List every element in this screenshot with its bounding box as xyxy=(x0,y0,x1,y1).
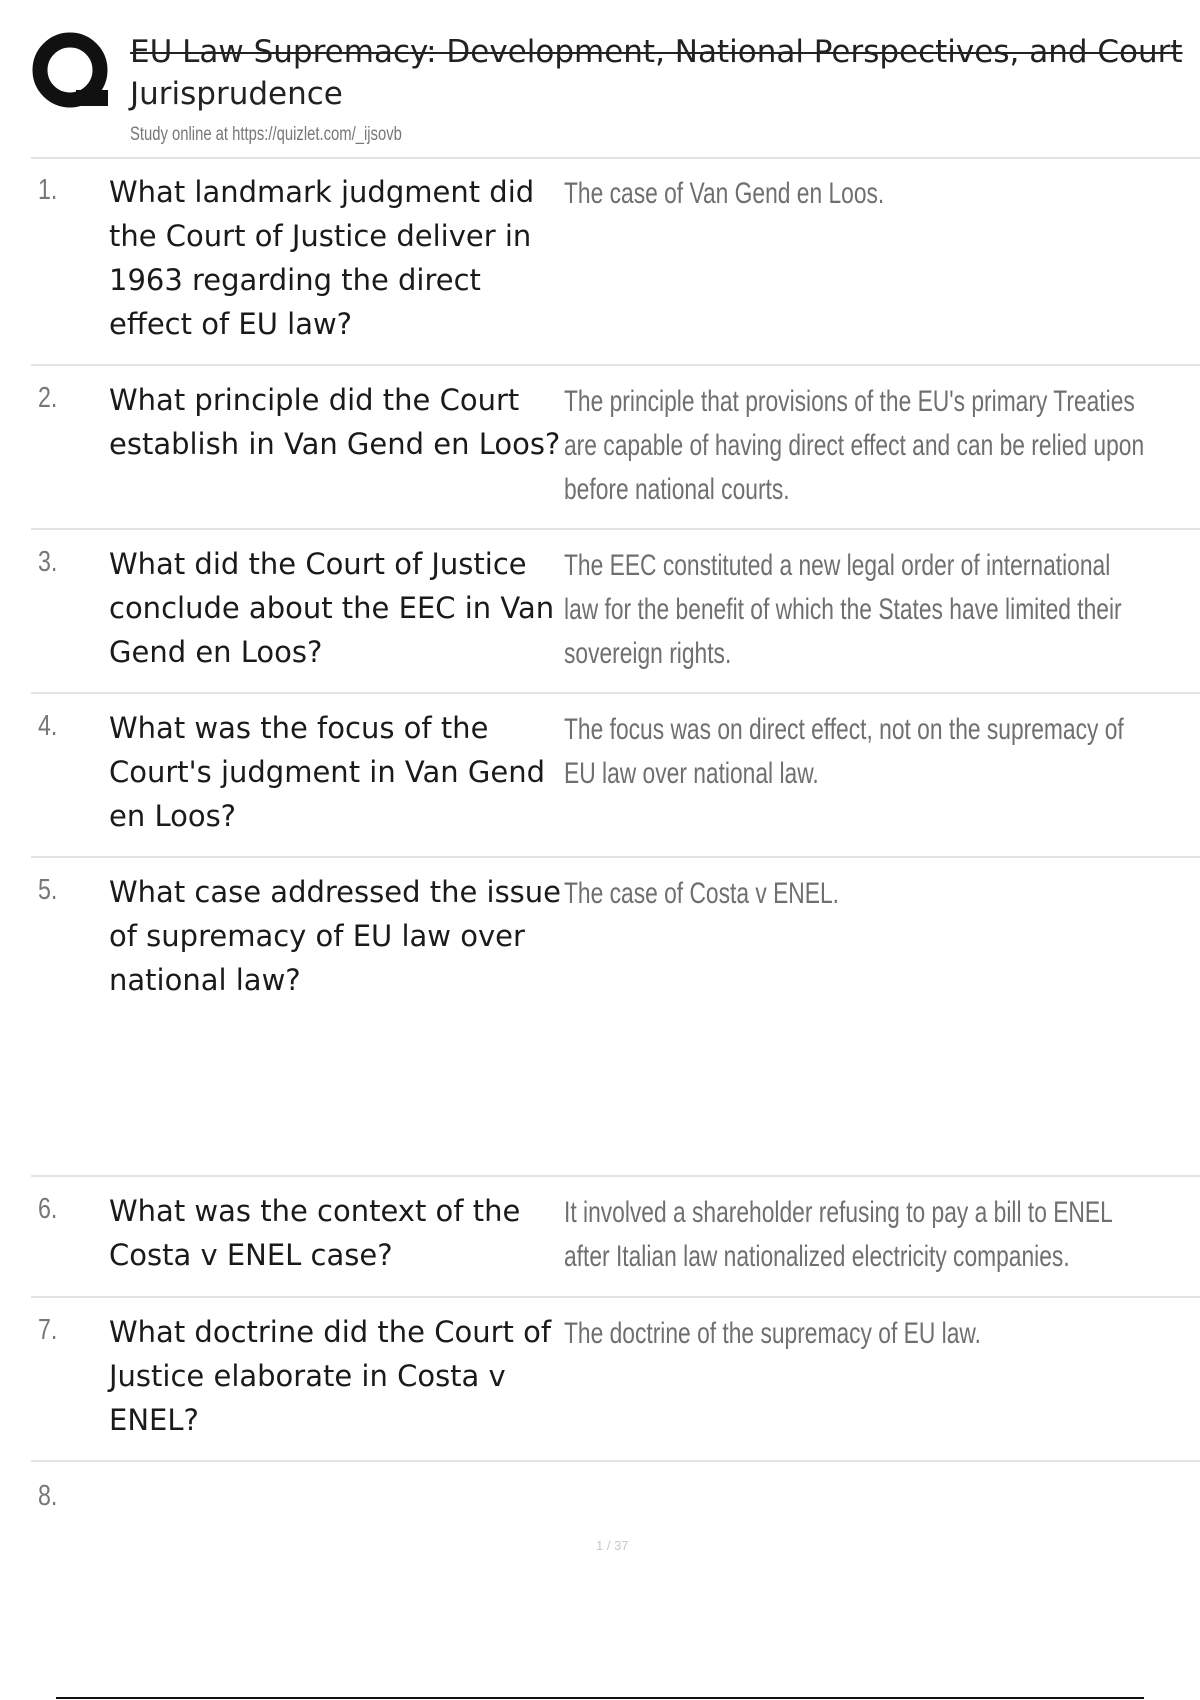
document-title xyxy=(130,31,1190,115)
footer-rule xyxy=(56,1697,1144,1699)
document-title-rest: Jurisprudence xyxy=(130,76,343,112)
card-answer: The case of Van Gend en Loos. xyxy=(564,177,885,210)
card-answer: The focus was on direct effect, not on the supremacy of EU law over national law. xyxy=(564,713,1124,790)
page-number: 1 / 37 xyxy=(596,1538,629,1553)
card-number: 2. xyxy=(38,382,58,414)
card-answer: The EEC constituted a new legal order of international law for the benefit of which the States have limited their sovereign rights. xyxy=(564,549,1122,670)
divider xyxy=(31,692,1200,694)
document-header xyxy=(0,0,1200,158)
card-question: What case addressed the issue of supremacy of EU law over national law? xyxy=(109,875,562,997)
card-number: 8. xyxy=(38,1480,58,1512)
card-number: 1. xyxy=(38,174,58,206)
divider xyxy=(31,528,1200,530)
document-title-struck: EU Law Supremacy: Development, National Perspectives, and Court xyxy=(130,34,1183,70)
card-answer: The case of Costa v ENEL. xyxy=(564,877,840,910)
card-answer: The doctrine of the supremacy of EU law. xyxy=(564,1317,981,1350)
divider xyxy=(31,1296,1200,1298)
card-answer: It involved a shareholder refusing to pay a bill to ENEL after Italian law nationalized electricity companies. xyxy=(564,1196,1112,1273)
card-question: What did the Court of Justice conclude about the EEC in Van Gend en Loos? xyxy=(109,547,555,669)
card-number: 5. xyxy=(38,874,58,906)
card-question: What landmark judgment did the Court of Justice deliver in 1963 regarding the direct effect of EU law? xyxy=(109,175,535,341)
divider xyxy=(31,364,1200,366)
card-question: What principle did the Court establish in Van Gend en Loos? xyxy=(109,383,561,461)
card-answer: The principle that provisions of the EU's primary Treaties are capable of having direct effect and can be relied upon before national courts. xyxy=(564,385,1145,506)
card-number: 6. xyxy=(38,1193,58,1225)
divider xyxy=(31,856,1200,858)
card-question: What was the focus of the Court's judgment in Van Gend en Loos? xyxy=(109,711,545,833)
quizlet-logo-icon xyxy=(30,30,114,114)
card-question: What was the context of the Costa v ENEL case? xyxy=(109,1194,521,1272)
card-number: 4. xyxy=(38,710,58,742)
card-number: 7. xyxy=(38,1314,58,1346)
divider xyxy=(31,157,1200,159)
card-number: 3. xyxy=(38,546,58,578)
divider xyxy=(31,1460,1200,1462)
card-question: What doctrine did the Court of Justice elaborate in Costa v ENEL? xyxy=(109,1315,552,1437)
study-online-link[interactable]: Study online at https://quizlet.com/_ijsovb xyxy=(130,124,402,145)
divider xyxy=(31,1175,1200,1177)
